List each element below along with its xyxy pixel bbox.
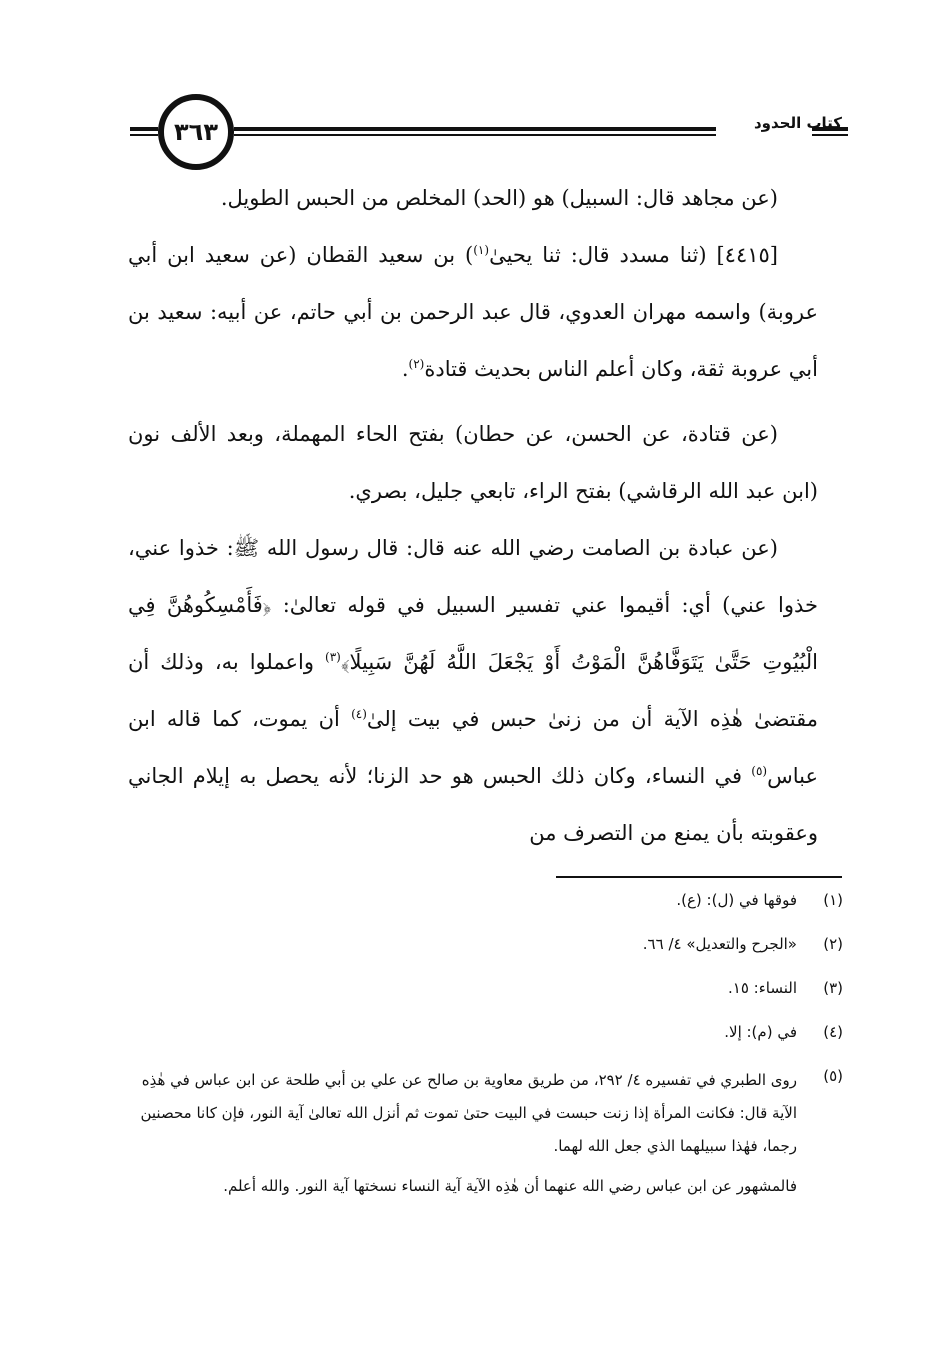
footnote-number: (٢) <box>823 935 843 953</box>
footnote-number: (٣) <box>823 979 843 997</box>
footnote-2 <box>128 932 843 956</box>
footnote-3 <box>128 976 843 1000</box>
hadith-chain-text: ) بن سعيد القطان (عن سعيد ابن أبي عروبة) واسمه مهران العدوي، قال عبد الرحمن بن أبي حاتم، عن أبيه: سعيد بن أبي عروبة ثقة، وكان أعلم الناس بحديث قتادة <box>128 243 818 381</box>
paragraph-ubada <box>128 520 818 862</box>
running-header-title: كتاب الحدود <box>753 114 842 132</box>
footnote-number: (٥) <box>823 1067 843 1085</box>
paragraph-mujahid: (عن مجاهد قال: السبيل) هو (الحد) المخلص من الحبس الطويل. <box>220 186 778 210</box>
footnotes <box>128 888 843 1201</box>
footnote-number: (٤) <box>823 1023 843 1041</box>
main-text <box>128 170 818 862</box>
footnote-4 <box>128 1020 843 1044</box>
header-rule-edge-thin <box>812 134 848 136</box>
ubada-text-a: (عن عبادة بن الصامت رضي الله عنه قال: قال رسول الله ﷺ: خذوا عني، خذوا عني) أي: أقيموا عني تفسير السبيل في قوله تعالىٰ: ﴿فَأَمْسِكُوهُنَّ فِي الْبُيُوتِ حَتَّىٰ يَتَوَفَّاهُنَّ الْمَوْتُ أَوْ يَجْعَلَ اللَّهُ لَهُنَّ سَبِيلًا﴾ <box>128 536 819 674</box>
ubada-text-c: أن يموت، كما قاله ابن عباس <box>128 707 818 788</box>
header-rule-right-thin <box>234 134 716 136</box>
footnote-1 <box>128 888 843 912</box>
page-number: ٣٦٣ <box>174 118 218 146</box>
footnote-separator <box>556 876 842 878</box>
ubada-text-d: في النساء، وكان ذلك الحبس هو حد الزنا؛ لأنه يحصل به إيلام الجاني وعقوبته بأن يمنع من التصرف من <box>128 764 818 845</box>
footnote-text: النساء: ١٥. <box>728 979 797 997</box>
footnote-text: في (م): إلا. <box>724 1023 797 1041</box>
footnote-5-continuation: فالمشهور عن ابن عباس رضي الله عنهما أن هٰذِه الآية آية النساء نسختها آية النور. والله أعلم. <box>223 1177 797 1195</box>
page-number-badge <box>158 94 234 170</box>
footnote-text: «الجرح والتعديل» ٤/ ٦٦. <box>642 935 797 953</box>
footnote-ref-3: (٣) <box>325 650 341 664</box>
footnote-ref-4: (٤) <box>351 707 367 721</box>
footnote-number: (١) <box>823 891 843 909</box>
footnote-ref-1: (١) <box>473 243 490 257</box>
paragraph-qatada: (عن قتادة، عن الحسن، عن حطان) بفتح الحاء المهملة، وبعد الألف نون (ابن عبد الله الرقاشي) بفتح الراء، تابعي جليل، بصري. <box>128 422 818 503</box>
paragraph-hadith-4415 <box>128 227 818 398</box>
footnote-5 <box>128 1064 843 1163</box>
ubada-text-b: واعملوا به، وذلك أن مقتضىٰ هٰذِه الآية أن من زنىٰ حبس في بيت إلىٰ <box>128 650 818 731</box>
header-rule-left <box>130 127 158 131</box>
footnote-text: روى الطبري في تفسيره ٤/ ٢٩٢، من طريق معاوية بن صالح عن علي بن أبي طلحة عن ابن عباس في هٰذِه الآية قال: فكانت المرأة إذا زنت حبست في البيت حتىٰ تموت ثم أنزل الله تعالىٰ آية النور، فإن كانا محصنين رجما، فهٰذا سبيلهما الذي جعل الله لهما. <box>140 1071 797 1155</box>
footnote-ref-5: (٥) <box>751 764 768 778</box>
footnote-ref-2: (٢) <box>408 357 425 371</box>
paragraph-end: . <box>401 357 409 381</box>
header-rule-right <box>234 127 716 131</box>
header-rule-left-thin <box>130 134 158 136</box>
footnote-text: فوقها في (ل): (ع). <box>676 891 797 909</box>
hadith-chain-start: [٤٤١٥] (ثنا مسدد قال: ثنا يحيىٰ <box>489 243 778 267</box>
